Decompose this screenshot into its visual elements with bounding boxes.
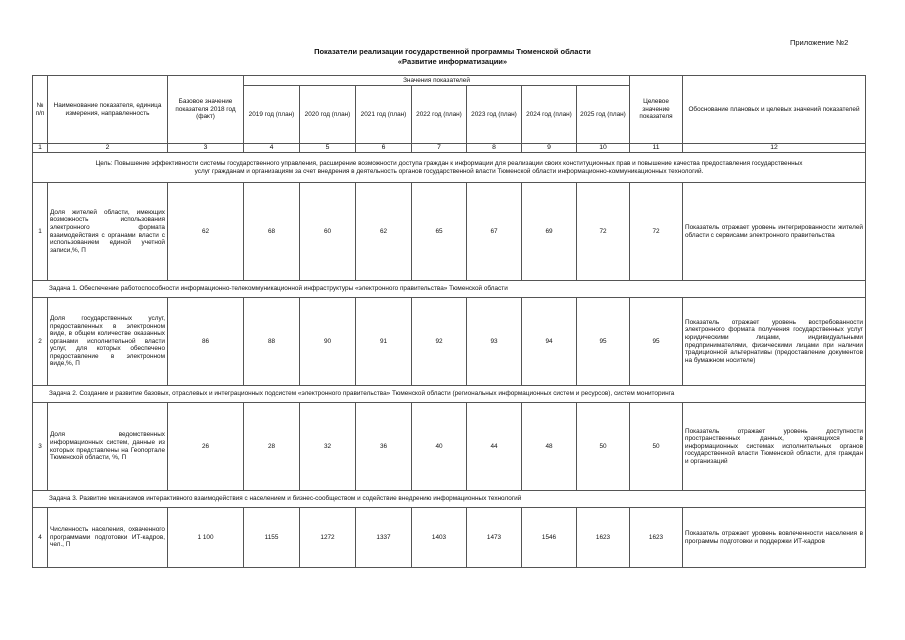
header-year: 2024 год (план) xyxy=(522,86,577,144)
indicator-value: 90 xyxy=(300,298,356,386)
indicator-name: Численность населения, охваченного программами подготовки ИТ-кадров, чел., П xyxy=(48,508,168,568)
indicator-value: 32 xyxy=(300,403,356,491)
column-number: 1 xyxy=(33,144,48,153)
indicator-value: 36 xyxy=(356,403,412,491)
indicator-name: Доля ведомственных информационных систем, данные из которых представлены на Геопортале Тюменской области, %, П xyxy=(48,403,168,491)
indicator-base: 86 xyxy=(168,298,244,386)
header-year: 2019 год (план) xyxy=(244,86,300,144)
table-body xyxy=(33,76,866,568)
indicator-base: 1 100 xyxy=(168,508,244,568)
indicator-name: Доля государственных услуг, предоставленных в электронном виде, в общем количестве оказанных органами исполнительной власти услуг, для которых обеспечено предоставление в электронном виде,%, П xyxy=(48,298,168,386)
indicator-justification: Показатель отражает уровень востребованности электронного формата получения государственных услуг юридическими лицами, индивидуальными предпринимателями, физическими лицами при наличии традиционной альтернативы (предоставление документов на бумажном носителе) xyxy=(683,298,866,386)
indicator-target: 50 xyxy=(630,403,683,491)
indicator-value: 91 xyxy=(356,298,412,386)
indicator-value: 94 xyxy=(522,298,577,386)
goal-row xyxy=(33,153,866,183)
indicator-value: 93 xyxy=(467,298,522,386)
column-number: 12 xyxy=(683,144,866,153)
indicator-value: 1473 xyxy=(467,508,522,568)
task-row xyxy=(33,281,866,298)
appendix-label: Приложение №2 xyxy=(790,38,849,47)
indicator-value: 92 xyxy=(412,298,467,386)
indicator-target: 95 xyxy=(630,298,683,386)
indicator-justification: Показатель отражает уровень доступности пространственных данных, хранящихся в информационных системах исполнительных органов государственной власти Тюменской области, для граждан и организаций xyxy=(683,403,866,491)
task-row xyxy=(33,491,866,508)
header-year: 2021 год (план) xyxy=(356,86,412,144)
indicator-num: 3 xyxy=(33,403,48,491)
indicator-justification: Показатель отражает уровень интегрированности жителей области с сервисами электронного правительства xyxy=(683,183,866,281)
column-number-row xyxy=(33,144,866,153)
indicator-num: 1 xyxy=(33,183,48,281)
table-row xyxy=(33,508,866,568)
indicator-value: 60 xyxy=(300,183,356,281)
column-number: 11 xyxy=(630,144,683,153)
indicator-value: 1155 xyxy=(244,508,300,568)
header-justification: Обоснование плановых и целевых значений показателей xyxy=(683,76,866,144)
column-number: 2 xyxy=(48,144,168,153)
indicator-value: 48 xyxy=(522,403,577,491)
task-text: Задача 3. Развитие механизмов интерактивного взаимодействия с населением и бизнес-сообществом и содействие внедрению информационных технологий xyxy=(33,491,866,508)
indicator-value: 1403 xyxy=(412,508,467,568)
task-text: Задача 1. Обеспечение работоспособности информационно-телекоммуникационной инфраструктуры «электронного правительства» Тюменской области xyxy=(33,281,866,298)
document-subtitle: «Развитие информатизации» xyxy=(397,57,508,66)
indicator-value: 62 xyxy=(356,183,412,281)
indicator-value: 95 xyxy=(577,298,630,386)
indicator-base: 26 xyxy=(168,403,244,491)
column-number: 7 xyxy=(412,144,467,153)
column-number: 3 xyxy=(168,144,244,153)
column-number: 9 xyxy=(522,144,577,153)
header-year: 2025 год (план) xyxy=(577,86,630,144)
goal-text: Цель: Повышение эффективности системы государственного управления, расширение возможности доступа граждан к информации для реализации своих конституционных прав и повышение качества предоставления государственных услуг гражданам и организациям за счет внедрения в деятельность органов государственной власти Тюменской области информационно-коммуникационных технологий. xyxy=(33,153,866,183)
header-num: № п/п xyxy=(33,76,48,144)
header-year: 2023 год (план) xyxy=(467,86,522,144)
indicator-value: 50 xyxy=(577,403,630,491)
column-number: 4 xyxy=(244,144,300,153)
indicator-name: Доля жителей области, имеющих возможность использования электронного формата взаимодействия с органами власти с использованием единой учетной записи,%, П xyxy=(48,183,168,281)
indicator-value: 1337 xyxy=(356,508,412,568)
header-target: Целевое значение показателя xyxy=(630,76,683,144)
document-title: Показатели реализации государственной программы Тюменской области xyxy=(314,47,591,56)
indicator-base: 62 xyxy=(168,183,244,281)
indicator-value: 40 xyxy=(412,403,467,491)
indicator-value: 44 xyxy=(467,403,522,491)
indicator-value: 1272 xyxy=(300,508,356,568)
header-values-group: Значения показателей xyxy=(244,76,630,86)
indicators-table xyxy=(32,75,866,568)
table-row xyxy=(33,298,866,386)
table-row xyxy=(33,183,866,281)
indicator-value: 1623 xyxy=(577,508,630,568)
header-name: Наименование показателя, единица измерения, направленность xyxy=(48,76,168,144)
indicator-value: 68 xyxy=(244,183,300,281)
header-year: 2022 год (план) xyxy=(412,86,467,144)
indicator-num: 4 xyxy=(33,508,48,568)
header-base: Базовое значение показателя 2018 год (факт) xyxy=(168,76,244,144)
column-number: 5 xyxy=(300,144,356,153)
indicator-target: 72 xyxy=(630,183,683,281)
column-number: 8 xyxy=(467,144,522,153)
task-row xyxy=(33,386,866,403)
indicator-num: 2 xyxy=(33,298,48,386)
table-row xyxy=(33,403,866,491)
indicator-value: 69 xyxy=(522,183,577,281)
indicator-value: 65 xyxy=(412,183,467,281)
header-year: 2020 год (план) xyxy=(300,86,356,144)
indicator-justification: Показатель отражает уровень вовлеченности населения в программы подготовки и поддержки ИТ-кадров xyxy=(683,508,866,568)
indicator-value: 28 xyxy=(244,403,300,491)
column-number: 10 xyxy=(577,144,630,153)
indicator-value: 72 xyxy=(577,183,630,281)
indicator-value: 88 xyxy=(244,298,300,386)
indicator-target: 1623 xyxy=(630,508,683,568)
task-text: Задача 2. Создание и развитие базовых, отраслевых и интеграционных подсистем «электронного правительства» Тюменской области (региональных информационных систем и ресурсов), систем мониторинга xyxy=(33,386,866,403)
column-number: 6 xyxy=(356,144,412,153)
indicator-value: 67 xyxy=(467,183,522,281)
indicator-value: 1546 xyxy=(522,508,577,568)
